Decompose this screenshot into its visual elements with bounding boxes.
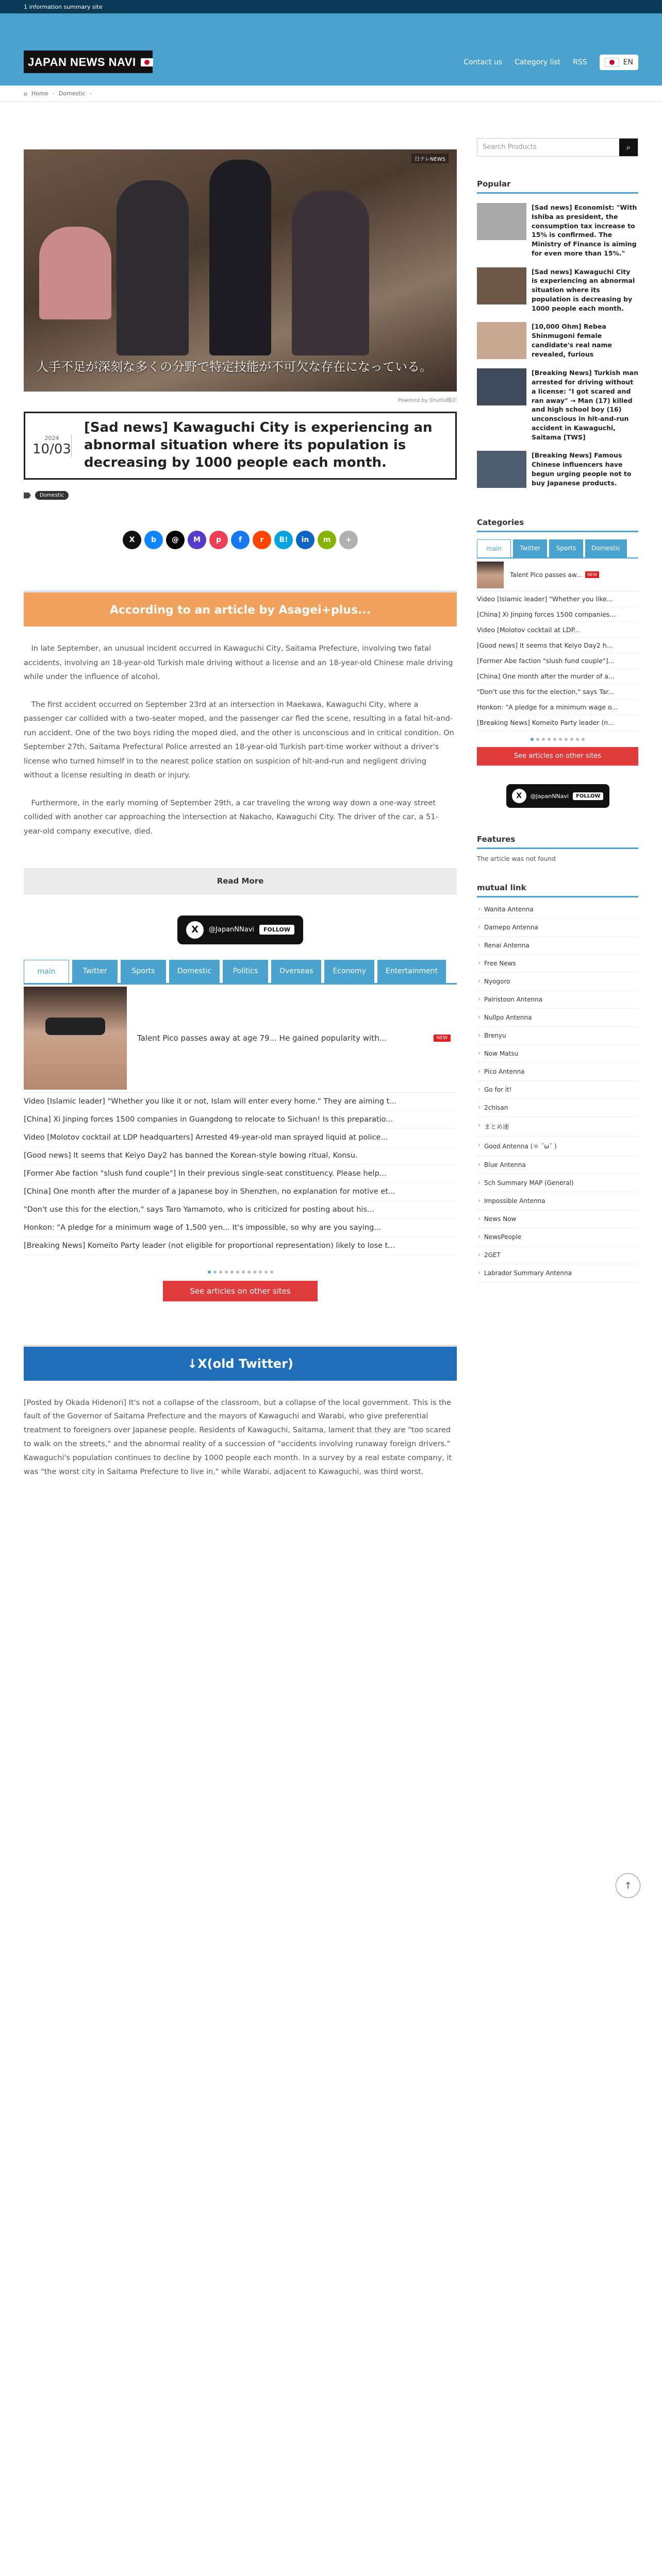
back-to-top-button[interactable]: ↑	[616, 1873, 640, 1898]
post-month-day: 10/03	[32, 441, 71, 457]
carousel-dot[interactable]	[230, 1270, 234, 1274]
top-info-text: 1 information summary site	[24, 4, 103, 10]
hero-caption: 人手不足が深刻な多くの分野で特定技能が不可欠な存在になっている。	[36, 360, 432, 375]
popular-item[interactable]	[477, 451, 638, 488]
mutual-link-item[interactable]: › Palristoon Antenna	[477, 991, 638, 1009]
carousel-dot[interactable]	[213, 1270, 217, 1274]
tab-twitter[interactable]: Twitter	[72, 960, 118, 983]
mutual-link-item[interactable]: › まとめ速	[477, 1117, 638, 1137]
article-paragraph: In late September, an unusual incident occurred in Kawaguchi City, Saitama Prefecture, involving two fatal accidents, involving an 18-year-old Turkish male driving without a license and an 18-year-old Chinese male driving while under the influence of alcohol.	[24, 645, 453, 682]
search-input[interactable]: Search Products	[483, 143, 537, 151]
nav-category-list-link[interactable]: Category list	[515, 58, 561, 66]
popular-thumbnail	[477, 451, 526, 488]
post-date	[32, 435, 72, 457]
list-item[interactable]: [Good news] It seems that Keiyo Day2 h...	[477, 638, 638, 653]
site-header	[0, 13, 662, 86]
tab-politics[interactable]: Politics	[223, 960, 268, 983]
mutual-link-list	[477, 901, 638, 1282]
carousel-dot[interactable]	[253, 1270, 256, 1274]
features-title: Features	[477, 835, 638, 849]
follow-label: FOLLOW	[573, 792, 603, 800]
mutual-link-item[interactable]: › Blue Antenna	[477, 1156, 638, 1174]
mutual-link-item[interactable]: › Renai Antenna	[477, 937, 638, 955]
mutual-link-item[interactable]: › News Now	[477, 1210, 638, 1228]
carousel-dot[interactable]	[559, 738, 562, 741]
carousel-dot[interactable]	[570, 738, 573, 741]
tab-domestic[interactable]: Domestic	[169, 960, 220, 983]
mutual-link-item[interactable]: › Brenyu	[477, 1027, 638, 1045]
popular-item[interactable]	[477, 267, 638, 313]
tab-sports[interactable]: Sports	[121, 960, 166, 983]
mutual-link-title: mutual link	[477, 883, 638, 897]
list-item[interactable]: Video [Islamic leader] "Whether you like...	[477, 591, 638, 607]
sidebar-tabs	[477, 539, 638, 558]
carousel-dot[interactable]	[576, 738, 579, 741]
reddit-icon[interactable]: r	[253, 531, 271, 549]
site-logo[interactable]	[24, 50, 153, 73]
tag-row	[24, 491, 457, 500]
sidebar	[477, 138, 638, 1282]
mutual-link-item[interactable]: › Nyogoro	[477, 973, 638, 991]
list-item[interactable]: [China] One month after the murder of a Japanese boy in Shenzhen, no explanation for motive et...	[24, 1183, 457, 1201]
linkedin-icon[interactable]: in	[296, 531, 315, 549]
popular-title-text: [10,000 Ohm] Rebea Shinmugoni female candidate's real name revealed, furious	[532, 323, 612, 358]
carousel-dot[interactable]	[208, 1270, 211, 1274]
hero-figure	[39, 227, 111, 319]
carousel-dot[interactable]	[270, 1270, 273, 1274]
misskey-icon[interactable]: m	[318, 531, 336, 549]
popular-thumbnail	[477, 203, 526, 240]
tab-economy[interactable]: Economy	[324, 960, 374, 983]
top-info-bar	[0, 0, 662, 13]
popular-list	[477, 203, 638, 488]
tag-domestic[interactable]: Domestic	[35, 491, 69, 500]
list-item[interactable]: [Breaking News] Komeito Party leader (not eligible for proportional representation) likely to lose t...	[24, 1237, 457, 1255]
more-icon[interactable]: +	[339, 531, 358, 549]
header-nav	[464, 55, 638, 70]
tag-icon	[24, 493, 31, 499]
new-badge: NEW	[434, 1035, 451, 1042]
carousel-dot[interactable]	[259, 1270, 262, 1274]
threads-icon[interactable]: @	[166, 531, 185, 549]
x-follow-button[interactable]	[177, 916, 303, 944]
post-year: 2024	[44, 434, 59, 442]
article-body	[24, 626, 457, 868]
sidebar-tab-sports[interactable]: Sports	[549, 539, 583, 557]
sidebar-tab-main[interactable]: main	[477, 539, 511, 557]
popular-thumbnail	[477, 368, 526, 405]
popular-title-text: [Breaking News] Famous Chinese influencers have begun urging people not to buy Japanese products.	[532, 451, 632, 487]
list-item[interactable]: Honkon: "A pledge for a minimum wage of 1,500 yen... It's impossible, so why are you saying...	[24, 1219, 457, 1237]
headline-list	[24, 1093, 457, 1255]
read-more-button[interactable]: Read More	[24, 868, 457, 895]
mutual-link-item[interactable]: › Wanita Antenna	[477, 901, 638, 919]
breadcrumb-home[interactable]: Home	[31, 90, 48, 97]
popular-title-text: [Sad news] Kawaguchi City is experiencing an abnormal situation where its population is decreasing by 1000 people each month.	[532, 267, 635, 312]
list-item[interactable]: Video [Molotov cocktail at LDP headquarters] Arrested 49-year-old man sprayed liquid at police...	[24, 1129, 457, 1147]
mutual-link-item[interactable]: › Impossible Antenna	[477, 1192, 638, 1210]
breadcrumb-separator: ›	[89, 90, 92, 97]
list-item[interactable]: [Former Abe faction "slush fund couple"]...	[477, 653, 638, 669]
carousel-dot[interactable]	[242, 1270, 245, 1274]
featured-title: Talent Pico passes away at age 79... He gained popularity with...	[137, 1033, 387, 1043]
carousel-dot[interactable]	[553, 738, 556, 741]
list-item[interactable]: "Don't use this for the election," says Taro Yamamoto, who is criticized for posting about his...	[24, 1201, 457, 1219]
sidebar-tab-domestic[interactable]: Domestic	[585, 539, 627, 557]
mutual-link-item[interactable]: › 2chisan	[477, 1099, 638, 1117]
mutual-link-item[interactable]: › NewsPeople	[477, 1228, 638, 1246]
list-item[interactable]: [China] One month after the murder of a...	[477, 669, 638, 684]
mutual-link-item[interactable]: › Go for it!	[477, 1081, 638, 1099]
carousel-dot[interactable]	[264, 1270, 268, 1274]
article-banner: According to an article by Asagei+plus...	[24, 590, 457, 626]
popular-thumbnail	[477, 322, 526, 359]
sidebar-featured-title: Talent Pico passes aw...	[510, 571, 583, 579]
facebook-icon[interactable]: f	[231, 531, 250, 549]
search-box	[477, 138, 638, 157]
breadcrumb	[0, 86, 662, 102]
sidebar-carousel-dots	[477, 738, 638, 741]
tab-main[interactable]: main	[24, 960, 69, 983]
sidebar-headline-list	[477, 591, 638, 731]
article-paragraph: The first accident occurred on September 23rd at an intersection in Maekawa, Kawaguchi City, where a passenger car collided with a two-seater moped, and the passenger car fled the scene, resulting in a fatal hit-and-run accident. One of the two boys riding the moped died, and the other is unconscious and in critical condition. On September 27th, Saitama Prefectural Police arrested an 18-year-old Turkish part-time worker without a driver's license who turned himself in to the nearest police station on suspicion of hit-and-run and negligent driving without a license resulting in death or injury.	[24, 700, 454, 780]
tab-overseas[interactable]: Overseas	[271, 960, 321, 983]
japan-flag-icon	[605, 58, 619, 67]
share-buttons	[24, 531, 457, 549]
popular-thumbnail	[477, 267, 526, 304]
carousel-dot[interactable]	[225, 1270, 228, 1274]
popular-item[interactable]	[477, 203, 638, 258]
bluesky-icon[interactable]: b	[144, 531, 163, 549]
mutual-link-item[interactable]: › 2GET	[477, 1246, 638, 1264]
carousel-dot[interactable]	[582, 738, 585, 741]
mutual-link-item[interactable]: › Free News	[477, 955, 638, 973]
other-sites-button[interactable]: See articles on other sites	[163, 1281, 318, 1301]
follow-handle: @JapanNNavi	[209, 926, 254, 934]
carousel-dot[interactable]	[219, 1270, 222, 1274]
mutual-link-item[interactable]: › Labrador Summary Antenna	[477, 1264, 638, 1282]
post-title-box	[24, 412, 457, 480]
nav-contact-link[interactable]: Contact us	[464, 58, 503, 66]
list-item[interactable]: "Don't use this for the election," says Tar...	[477, 684, 638, 700]
featured-thumbnail	[24, 987, 127, 1090]
list-item[interactable]: [China] Xi Jinping forces 1500 companies in Guangdong to relocate to Sichuan! Is this preparatio...	[24, 1111, 457, 1129]
list-item[interactable]: [China] Xi Jinping forces 1500 companies...	[477, 607, 638, 622]
translation-credit: Powered by Shutto翻訳	[398, 398, 457, 403]
mutual-link-item[interactable]: › 5ch Summary MAP (General)	[477, 1174, 638, 1192]
popular-title-text: [Sad news] Economist: "With Ishiba as president, the consumption tax increase to 15% is confirmed. The Ministry of Finance is aiming for even more than 15%."	[532, 204, 637, 257]
hero-image	[24, 149, 457, 392]
sidebar-tab-twitter[interactable]: Twitter	[513, 539, 547, 557]
features-empty-note: The article was not found	[477, 855, 556, 863]
search-icon[interactable]: ⌕	[619, 139, 638, 156]
mastodon-icon[interactable]: M	[188, 531, 206, 549]
sidebar-x-follow-button[interactable]	[506, 784, 609, 808]
follow-label: FOLLOW	[259, 925, 294, 935]
home-icon: ⌂	[24, 90, 27, 97]
japan-flag-icon	[141, 58, 153, 66]
hero-figure	[117, 180, 189, 355]
hero-figure	[209, 160, 271, 355]
mutual-link-item[interactable]: › Pico Antenna	[477, 1063, 638, 1081]
x-post-text: [Posted by Okada Hidenori] It's not a collapse of the classroom, but a collapse of the local government. This is the fault of the Governor of Saitama Prefecture and the mayors of Kawaguchi and Warabi, who give preferential treatment to foreigners over Japanese people. Residents of Kawaguchi, Saitama, lament that they are "too scared to walk on the streets," and the abnormal reality of a succession of "accidents involving runaway foreign drivers." Kawaguchi's population continues to decline by 1000 people each month. In a survey by a real estate company, it was "the worst city in Saitama Prefecture to live in," while Warabi, adjacent to Kawaguchi, was third worst.	[24, 1398, 452, 1476]
list-item[interactable]: Video [Islamic leader] "Whether you like it or not, Islam will enter every home." They are aiming t...	[24, 1093, 457, 1111]
mutual-link-item[interactable]: › Good Antenna (＊ ˘ω˘ )	[477, 1137, 638, 1156]
category-tabs	[24, 960, 457, 985]
page-title: [Sad news] Kawaguchi City is experiencing an abnormal situation where its population is decreasing by 1000 people each month.	[84, 420, 433, 470]
follow-handle: @JapanNNavi	[530, 792, 569, 800]
carousel-dot[interactable]	[548, 738, 551, 741]
carousel-dot[interactable]	[565, 738, 568, 741]
x-section-banner: ↓X(old Twitter)	[24, 1345, 457, 1381]
x-icon: X	[512, 789, 526, 803]
main-content	[24, 149, 457, 1494]
x-icon: X	[186, 921, 204, 939]
carousel-dot[interactable]	[531, 738, 534, 741]
popular-item[interactable]	[477, 368, 638, 442]
list-item[interactable]: [Good news] It seems that Keiyo Day2 has banned the Korean-style bowing ritual, Konsu.	[24, 1147, 457, 1165]
list-item[interactable]: Honkon: "A pledge for a minimum wage o...	[477, 700, 638, 715]
pocket-icon[interactable]: p	[209, 531, 228, 549]
article-paragraph: Furthermore, in the early morning of September 29th, a car traveling the wrong way down a one-way street collided with another car approaching the intersection at Nakacho, Kawaguchi City. The driver of the car, a 51-year-old company executive, died.	[24, 799, 438, 836]
nav-rss-link[interactable]: RSS	[573, 58, 587, 66]
carousel-dot[interactable]	[236, 1270, 239, 1274]
carousel-dot[interactable]	[542, 738, 545, 741]
popular-title: Popular	[477, 179, 638, 194]
sidebar-other-sites-button[interactable]: See articles on other sites	[477, 747, 638, 766]
featured-article[interactable]	[24, 985, 457, 1093]
carousel-dots	[24, 1270, 457, 1274]
logo-text: JAPAN NEWS NAVI	[28, 56, 136, 69]
language-code: EN	[623, 58, 633, 66]
popular-title-text: [Breaking News] Turkish man arrested for driving without a license: "I got scared and ran away" → Man (17) killed and high school boy (16) unconscious in hit-and-run accident in Kawaguchi, Saitama [TWS]	[532, 369, 638, 441]
list-item[interactable]: [Former Abe faction "slush fund couple"] In their previous single-seat constituency. Please help...	[24, 1165, 457, 1183]
categories-title: Categories	[477, 518, 638, 532]
popular-item[interactable]	[477, 322, 638, 359]
list-item[interactable]: Video [Molotov cocktail at LDP...	[477, 622, 638, 638]
hatena-icon[interactable]: B!	[274, 531, 293, 549]
mutual-link-item[interactable]: › Now Matsu	[477, 1045, 638, 1063]
hero-figure	[292, 191, 369, 355]
language-selector[interactable]	[600, 55, 638, 70]
hero-badge: 日テレNEWS	[411, 154, 449, 163]
breadcrumb-domestic[interactable]: Domestic	[58, 90, 86, 97]
list-item[interactable]: [Breaking News] Komeito Party leader (n...	[477, 715, 638, 731]
sidebar-featured-thumbnail	[477, 562, 504, 588]
carousel-dot[interactable]	[536, 738, 539, 741]
sidebar-featured-article[interactable]	[477, 558, 638, 591]
breadcrumb-separator: ›	[52, 90, 55, 97]
carousel-dot[interactable]	[247, 1270, 251, 1274]
x-icon[interactable]: X	[123, 531, 141, 549]
mutual-link-item[interactable]: › Nullpo Antenna	[477, 1009, 638, 1027]
tab-entertainment[interactable]: Entertainment	[377, 960, 446, 983]
mutual-link-item[interactable]: › Damepo Antenna	[477, 919, 638, 937]
new-badge: NEW	[585, 571, 599, 578]
